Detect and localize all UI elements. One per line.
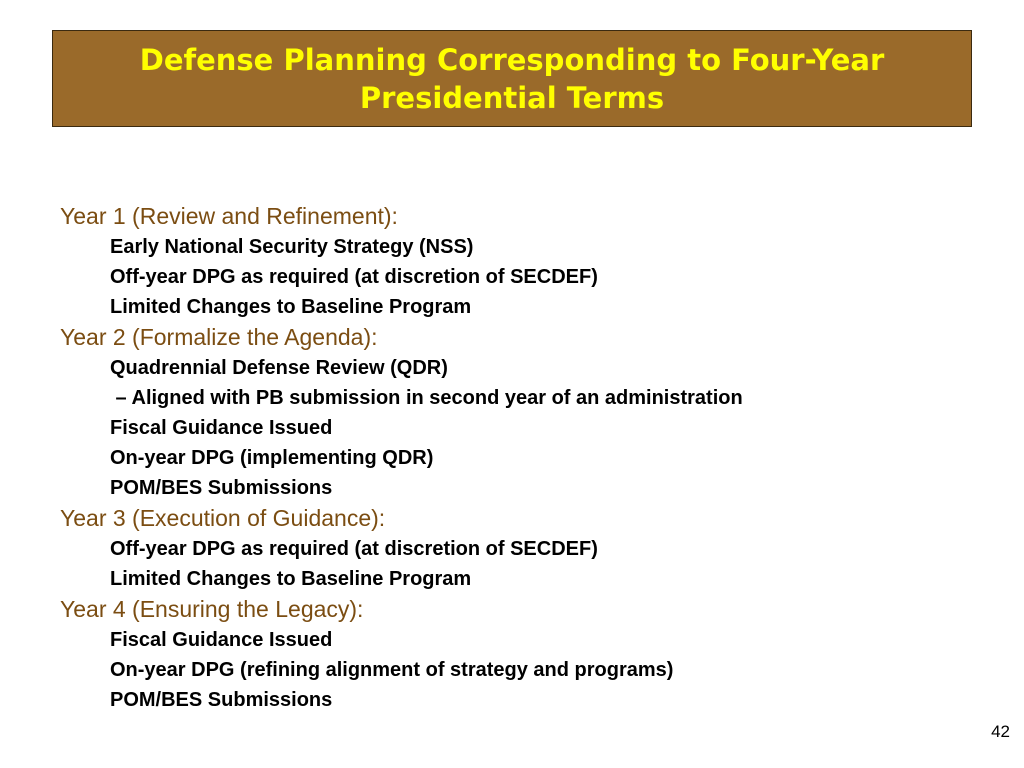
list-item: On-year DPG (refining alignment of strategy and programs): [110, 659, 674, 681]
list-item: Limited Changes to Baseline Program: [110, 568, 472, 590]
year-1-heading: Year 1 (Review and Refinement):: [60, 203, 398, 229]
year-2-heading: Year 2 (Formalize the Agenda):: [60, 324, 378, 350]
year-3-heading: Year 3 (Execution of Guidance):: [60, 505, 386, 531]
list-item: POM/BES Submissions: [110, 689, 333, 711]
list-item: On-year DPG (implementing QDR): [110, 447, 434, 469]
slide-content: [0, 201, 1024, 715]
title-banner: [52, 30, 972, 127]
list-item: – Aligned with PB submission in second year of an administration: [110, 387, 743, 409]
list-item: Quadrennial Defense Review (QDR): [110, 357, 448, 379]
page-number: 42: [991, 722, 1010, 741]
list-item: Fiscal Guidance Issued: [110, 417, 333, 439]
list-item: POM/BES Submissions: [110, 477, 333, 499]
list-item: Off-year DPG as required (at discretion of SECDEF): [110, 266, 598, 288]
list-item: Off-year DPG as required (at discretion of SECDEF): [110, 538, 598, 560]
slide-title: Defense Planning Corresponding to Four-Year Presidential Terms: [139, 42, 885, 115]
list-item: Limited Changes to Baseline Program: [110, 296, 472, 318]
list-item: Fiscal Guidance Issued: [110, 629, 333, 651]
list-item: Early National Security Strategy (NSS): [110, 236, 474, 258]
year-4-heading: Year 4 (Ensuring the Legacy):: [60, 596, 364, 622]
